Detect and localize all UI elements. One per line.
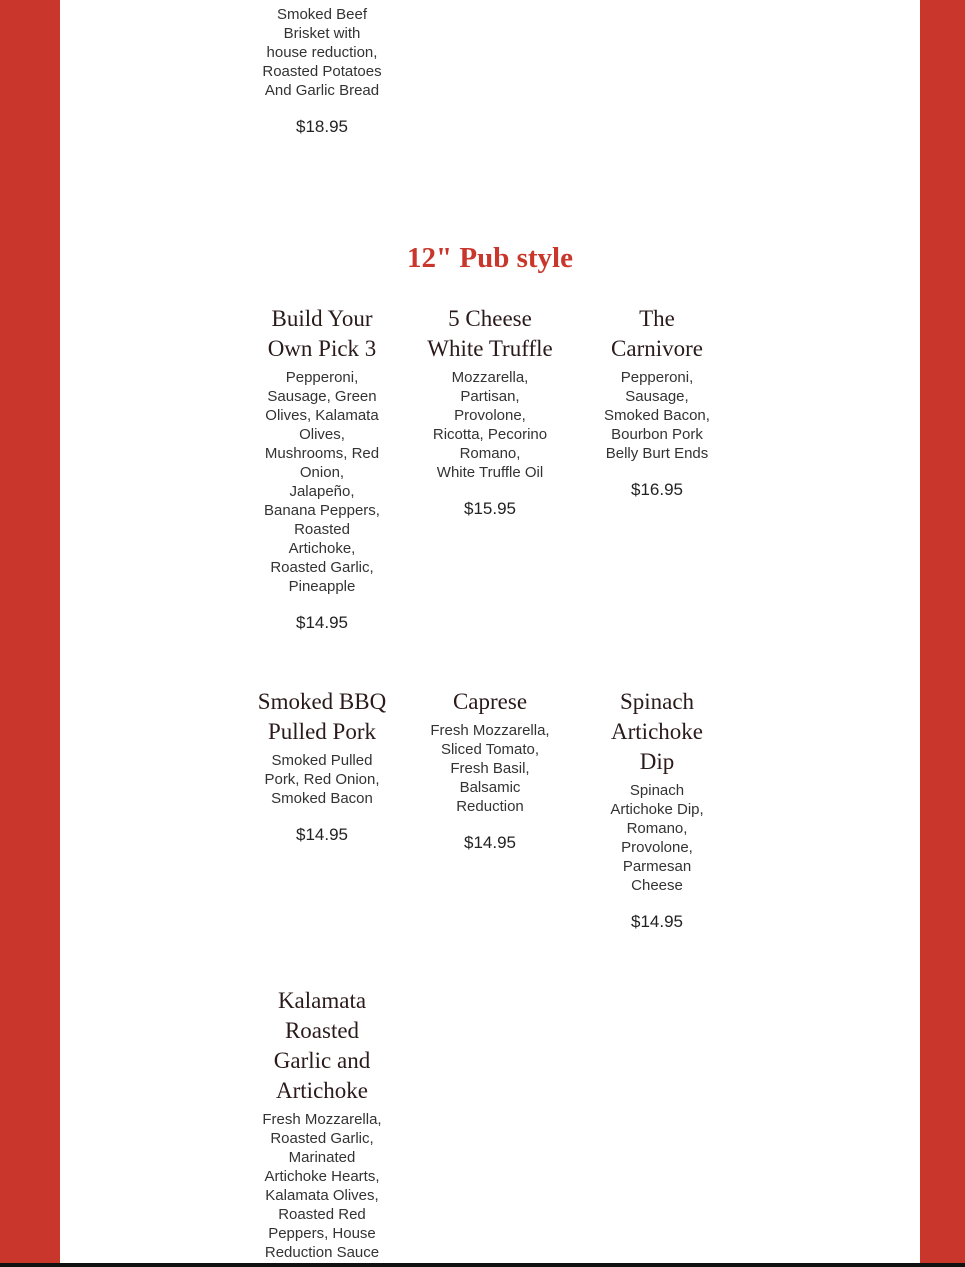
menu-item-kalamata-roasted-garlic-artichoke: [252, 986, 392, 1262]
menu-item-build-your-own: [252, 304, 392, 634]
menu-item-smoked-bbq-pulled-pork: [252, 687, 392, 846]
menu-item-description: Fresh Mozzarella, Roasted Garlic, Marinated Artichoke Hearts, Kalamata Olives, Roasted Red Peppers, House Reduction Sauce: [262, 1111, 382, 1261]
menu-item-the-carnivore: [587, 304, 727, 501]
bottom-edge: [0, 1263, 965, 1267]
menu-item-price: $14.95: [296, 825, 348, 844]
menu-item-name: Spinach Artichoke Dip: [611, 689, 703, 774]
menu-item-price: $18.95: [296, 117, 348, 136]
menu-item-description: Spinach Artichoke Dip, Romano, Provolone, Parmesan Cheese: [610, 782, 704, 894]
menu-item-description: Pepperoni, Sausage, Smoked Bacon, Bourbon Pork Belly Burt Ends: [604, 369, 710, 462]
menu-item-description: Fresh Mozzarella, Sliced Tomato, Fresh Basil, Balsamic Reduction: [430, 722, 550, 815]
menu-item-name: Build Your Own Pick 3: [267, 306, 377, 361]
section-title: 12" Pub style: [407, 242, 573, 274]
menu-item-description: Smoked Pulled Pork, Red Onion, Smoked Bacon: [264, 752, 380, 807]
menu-item-description: Smoked Beef Brisket with house reduction, Roasted Potatoes And Garlic Bread: [262, 6, 382, 99]
menu-item-price: $15.95: [464, 499, 516, 518]
menu-item-name: The Carnivore: [611, 306, 703, 361]
menu-item-price: $14.95: [631, 912, 683, 931]
menu-item-price: $14.95: [296, 613, 348, 632]
menu-item-caprese: [420, 687, 560, 854]
menu-item-smoked-brisket: [252, 5, 392, 138]
menu-item-price: $16.95: [631, 480, 683, 499]
menu-item-name: Caprese: [452, 689, 528, 714]
menu-item-name: Kalamata Roasted Garlic and Artichoke: [273, 988, 371, 1103]
menu-page: [60, 0, 920, 1263]
menu-item-name: Smoked BBQ Pulled Pork: [257, 689, 387, 744]
menu-item-description: Mozzarella, Partisan, Provolone, Ricotta, Pecorino Romano, White Truffle Oil: [432, 369, 548, 481]
menu-item-description: Pepperoni, Sausage, Green Olives, Kalamata Olives, Mushrooms, Red Onion, Jalapeño, Banana Peppers, Roasted Artichoke, Roasted Garlic, Pineapple: [264, 369, 380, 595]
menu-item-spinach-artichoke-dip: [587, 687, 727, 933]
menu-item-name: 5 Cheese White Truffle: [427, 306, 553, 361]
menu-item-5-cheese-white-truffle: [420, 304, 560, 520]
menu-item-price: $14.95: [464, 833, 516, 852]
